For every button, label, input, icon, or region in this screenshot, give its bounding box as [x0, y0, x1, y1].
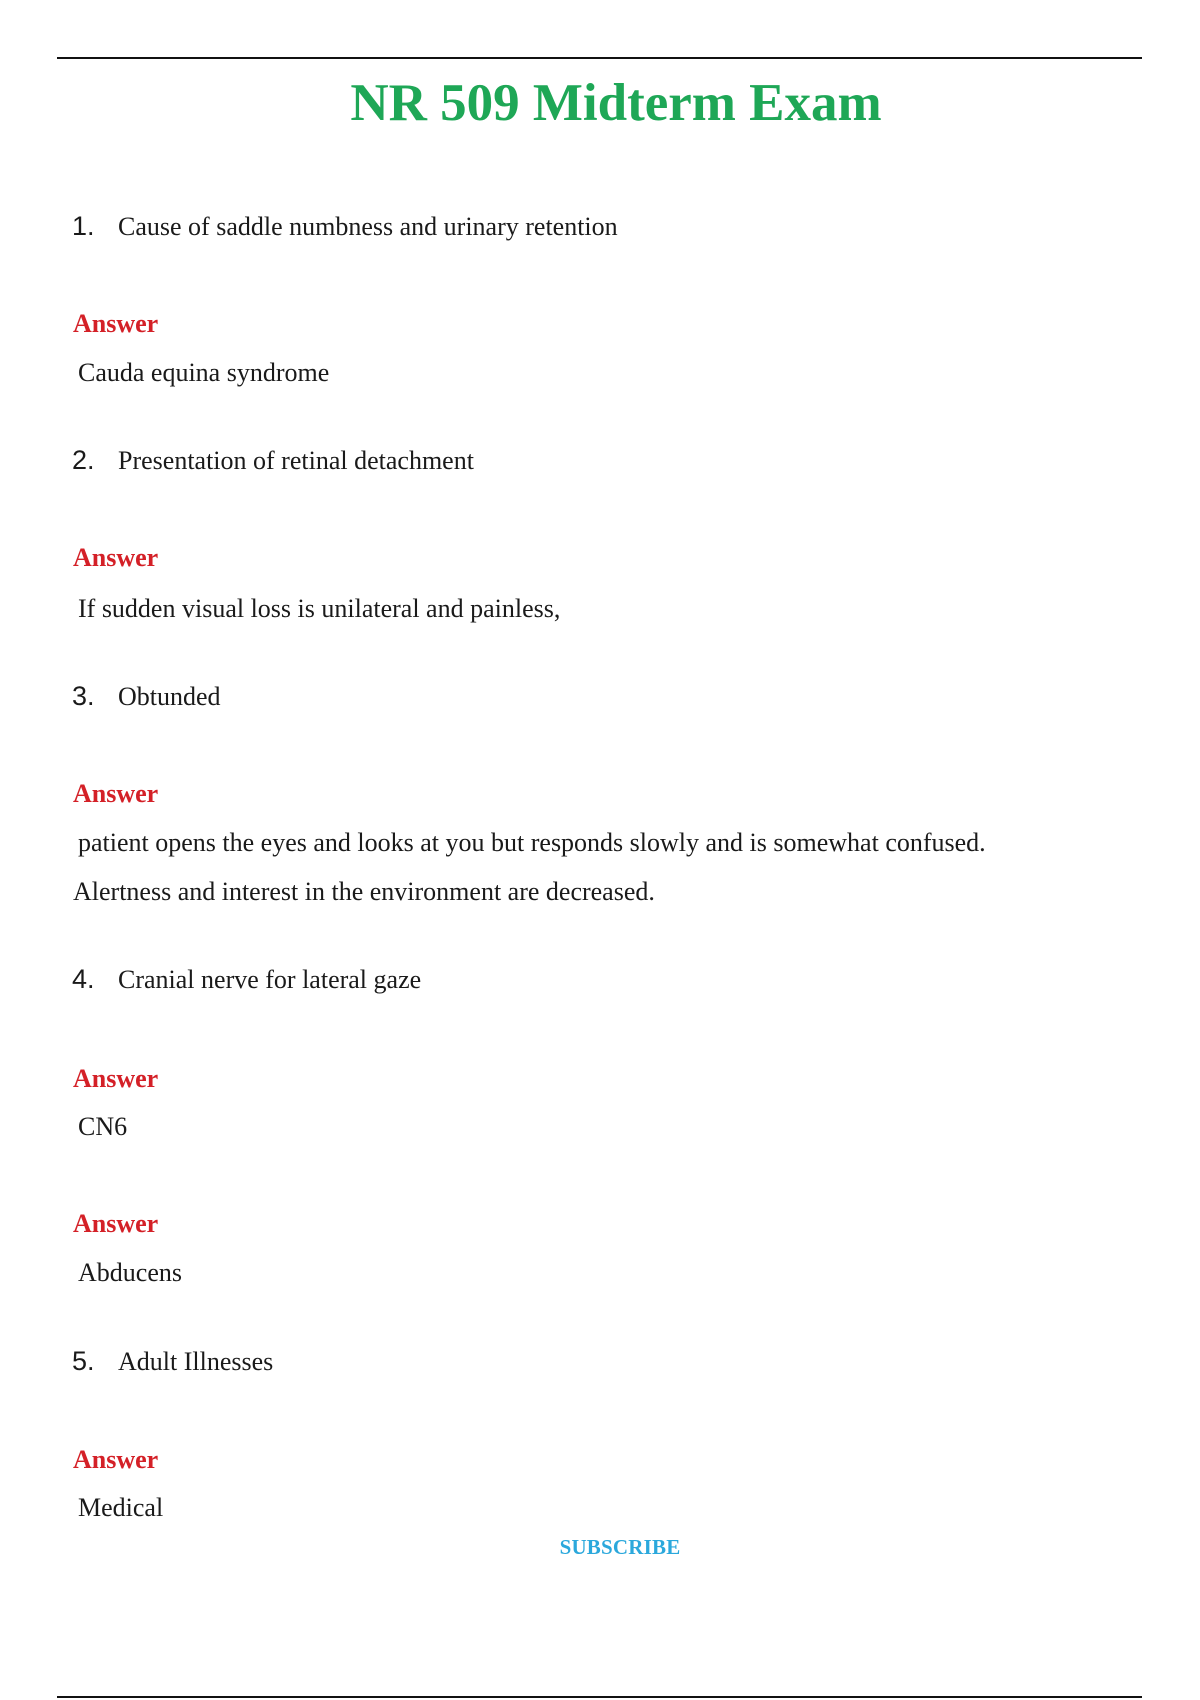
subscribe-link[interactable]: SUBSCRIBE — [559, 1535, 681, 1559]
question-number: 4. — [72, 964, 95, 994]
question-text: Cause of saddle numbness and urinary retention — [118, 212, 618, 241]
question-number: 2. — [72, 445, 95, 475]
bottom-rule — [57, 1696, 1142, 1698]
answer-label: Answer — [73, 1445, 159, 1474]
answer-text: CN6 — [78, 1112, 128, 1141]
question-number: 5. — [72, 1346, 95, 1376]
question-text: Obtunded — [118, 682, 221, 711]
answer-label: Answer — [73, 309, 159, 338]
answer-text: If sudden visual loss is unilateral and painless, — [78, 594, 561, 623]
top-rule — [57, 57, 1142, 59]
answer-label: Answer — [73, 1064, 159, 1093]
answer-text-continued: Alertness and interest in the environment are decreased. — [73, 877, 655, 906]
answer-text: Cauda equina syndrome — [78, 358, 330, 387]
answer-text: Abducens — [78, 1258, 182, 1287]
question-text: Cranial nerve for lateral gaze — [118, 965, 422, 994]
answer-text: patient opens the eyes and looks at you but responds slowly and is somewhat confused. — [78, 828, 986, 857]
question-number: 3. — [72, 681, 95, 711]
question-number: 1. — [72, 211, 95, 241]
question-text: Adult Illnesses — [118, 1347, 274, 1376]
question-text: Presentation of retinal detachment — [118, 446, 474, 475]
answer-label: Answer — [73, 543, 159, 572]
answer-label: Answer — [73, 1209, 159, 1238]
answer-label: Answer — [73, 779, 159, 808]
page-title: NR 509 Midterm Exam — [350, 74, 882, 132]
answer-text: Medical — [78, 1493, 164, 1522]
